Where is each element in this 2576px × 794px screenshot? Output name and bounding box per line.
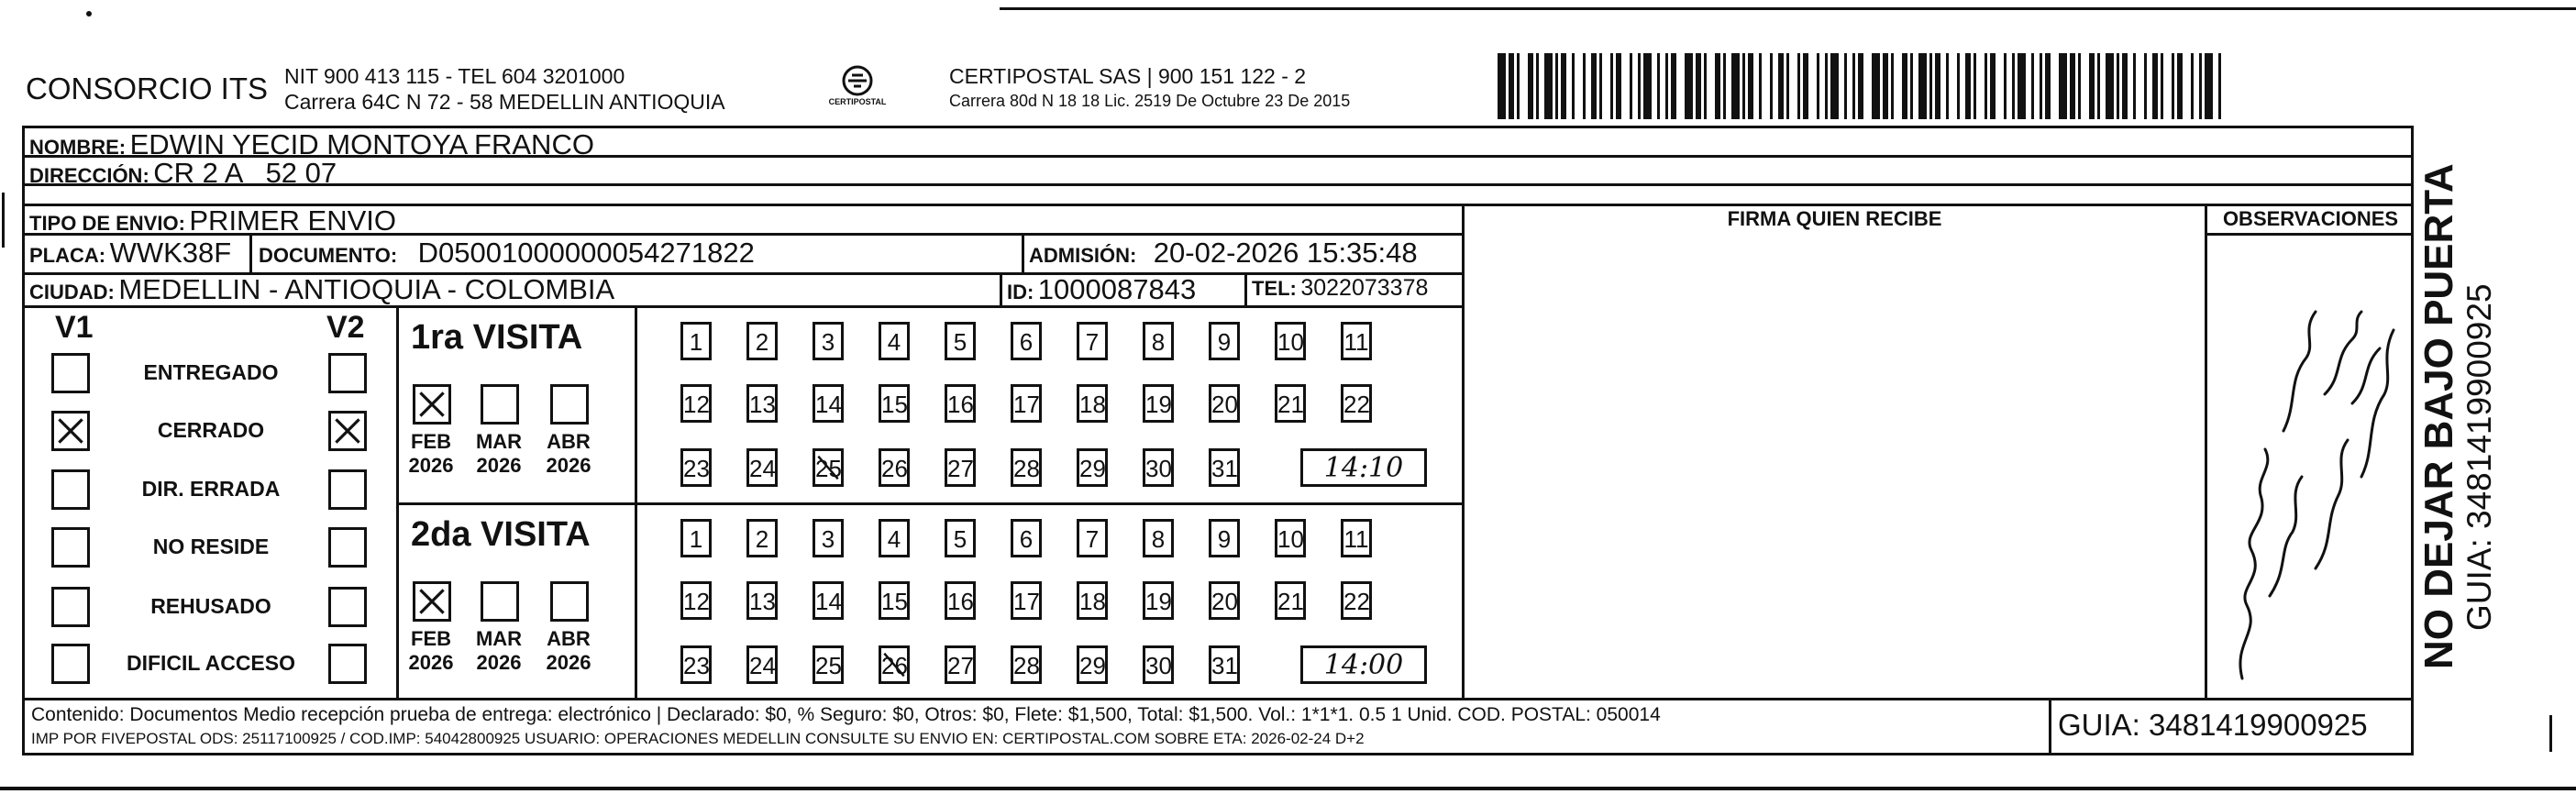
day-box[interactable]: 16 [945,384,976,423]
day-box[interactable]: 25 [813,448,844,487]
day-box[interactable]: 1 [680,519,712,557]
col-line [1462,204,1465,699]
v1-checkbox[interactable] [51,469,90,510]
ciudad-row [29,273,614,306]
v1-checkbox[interactable] [51,353,90,393]
tipo-row [29,204,396,237]
day-box[interactable]: 28 [1011,645,1042,684]
direccion-row [29,157,337,190]
day-box[interactable]: 23 [680,448,712,487]
day-box[interactable]: 19 [1143,384,1174,423]
tipo-value: PRIMER ENVIO [189,204,397,237]
day-box[interactable]: 13 [746,581,778,620]
month-checkbox[interactable] [413,384,451,425]
direccion-label: DIRECCIÓN: [29,164,149,187]
certipostal-logo-icon [830,62,885,117]
sender-address: Carrera 64C N 72 - 58 MEDELLIN ANTIOQUIA [284,90,725,114]
footer-guia: GUIA: 3481419900925 [2058,708,2368,742]
day-box[interactable]: 27 [945,448,976,487]
day-box[interactable]: 3 [813,322,844,360]
day-box[interactable]: 11 [1341,322,1372,360]
documento-value: D05001000000054271822 [417,237,755,269]
status-label: CERRADO [157,418,265,442]
day-box[interactable]: 2 [746,322,778,360]
row-line [22,183,2414,186]
day-box[interactable]: 5 [945,519,976,557]
nombre-label: NOMBRE: [29,136,127,159]
day-strike-icon [815,451,841,484]
tel-row [1252,275,1428,302]
firma-label: FIRMA QUIEN RECIBE [1727,207,1942,230]
col-line [1022,233,1024,272]
day-box[interactable]: 25 [813,645,844,684]
month-name: FEB [411,430,451,453]
day-box[interactable]: 18 [1077,384,1108,423]
day-box[interactable]: 4 [879,322,910,360]
courier-address: Carrera 80d N 18 18 Lic. 2519 De Octubre 23 De 2015 [949,92,1351,110]
day-box[interactable]: 14 [813,384,844,423]
month-year: 2026 [408,651,454,674]
admision-row [1029,237,1418,270]
v2-checkbox[interactable] [328,469,367,510]
imp-text: IMP POR FIVEPOSTAL ODS: 25117100925 / COD.IMP: 54042800925 USUARIO: OPERACIONES MEDELLIN CONSULTE SU ENVIO EN: CERTIPOSTAL.COM SOBRE ETA: 2026-02-24 D+2 [31,730,1365,747]
day-box[interactable]: 14 [813,581,844,620]
col-line [1244,272,1247,305]
day-box[interactable]: 4 [879,519,910,557]
v1-header: V1 [55,310,94,345]
day-box[interactable]: 21 [1275,384,1306,423]
day-box[interactable]: 1 [680,322,712,360]
v2-checkbox[interactable] [328,411,367,451]
day-box[interactable]: 24 [746,645,778,684]
month-name: MAR [475,627,523,650]
visit-time-box[interactable]: 14:00 [1300,645,1427,684]
day-box[interactable]: 10 [1275,322,1306,360]
v1-check-x-icon [54,414,87,448]
month-checkbox[interactable] [550,581,589,622]
day-box[interactable]: 30 [1143,448,1174,487]
day-box[interactable]: 22 [1341,581,1372,620]
day-box[interactable]: 3 [813,519,844,557]
month-year: 2026 [408,454,454,477]
status-label: NO RESIDE [152,535,270,558]
top-border-line [1000,7,2576,10]
sender-name: CONSORCIO ITS [26,72,269,105]
month-name: ABR [547,627,591,650]
visit-title: 1ra VISITA [411,318,583,357]
day-box[interactable]: 12 [680,581,712,620]
day-box[interactable]: 7 [1077,322,1108,360]
day-box[interactable]: 22 [1341,384,1372,423]
day-box[interactable]: 29 [1077,645,1108,684]
day-box[interactable]: 21 [1275,581,1306,620]
v2-check-x-icon [331,414,364,448]
day-box[interactable]: 28 [1011,448,1042,487]
month-label [541,430,596,478]
day-box[interactable]: 13 [746,384,778,423]
barcode-image [1498,53,2227,119]
v2-checkbox[interactable] [328,353,367,393]
day-box[interactable]: 10 [1275,519,1306,557]
month-year: 2026 [476,454,522,477]
handwritten-observation [2215,293,2407,688]
status-label: REHUSADO [150,594,271,618]
visit-divider [396,502,1463,505]
day-box[interactable]: 8 [1143,322,1174,360]
month-year: 2026 [546,651,591,674]
tel-label: TEL: [1252,277,1297,300]
ciudad-value: MEDELLIN - ANTIOQUIA - COLOMBIA [118,273,615,305]
observaciones-label: OBSERVACIONES [2222,207,2399,230]
admision-label: ADMISIÓN: [1029,244,1137,267]
month-check-x-icon [415,387,448,422]
day-box[interactable]: 19 [1143,581,1174,620]
month-name: MAR [475,430,523,453]
contenido-text: Contenido: Documentos Medio recepción prueba de entrega: electrónico | Declarado: $0, % Seguro: $0, Otros: $0, Flete: $1,500, Total: $1,500. Vol.: 1*1*1. 0.5 1 Unid. COD. POSTAL: 050014 [31,704,1661,725]
month-checkbox[interactable] [413,581,451,622]
day-box[interactable]: 27 [945,645,976,684]
placa-row [29,237,231,270]
day-box[interactable]: 23 [680,645,712,684]
day-box[interactable]: 12 [680,384,712,423]
status-label: ENTREGADO [143,360,279,384]
v2-checkbox[interactable] [328,644,367,684]
v2-header: V2 [326,310,365,345]
status-label: DIFICIL ACCESO [126,651,295,675]
v1-checkbox[interactable] [51,411,90,451]
visit-title: 2da VISITA [411,515,591,554]
placa-value: WWK38F [109,237,232,269]
month-checkbox[interactable] [481,581,519,622]
col-line [2205,204,2207,699]
v1-checkbox[interactable] [51,644,90,684]
day-box[interactable]: 15 [879,581,910,620]
month-label [541,627,596,675]
courier-logo-text: CERTIPOSTAL [828,97,887,106]
direccion-value: CR 2 A 52 07 [153,157,337,189]
row-line [2205,233,2414,236]
tel-value: 3022073378 [1300,275,1429,301]
col-line [1000,272,1002,305]
month-name: FEB [411,627,451,650]
row-line [22,698,2414,700]
col-line [2049,698,2051,755]
side-text [2417,163,2498,669]
month-name: ABR [547,430,591,453]
day-box[interactable]: 18 [1077,581,1108,620]
day-box[interactable]: 2 [746,519,778,557]
day-box[interactable]: 5 [945,322,976,360]
day-box[interactable]: 20 [1209,384,1240,423]
month-label [404,430,459,478]
month-year: 2026 [476,651,522,674]
day-box[interactable]: 6 [1011,322,1042,360]
col-line [396,305,399,698]
documento-row [259,237,755,270]
day-box[interactable]: 31 [1209,448,1240,487]
day-box[interactable]: 26 [879,645,910,684]
courier-logo [830,62,885,117]
day-box[interactable]: 9 [1209,322,1240,360]
day-box[interactable]: 17 [1011,581,1042,620]
day-box[interactable]: 24 [746,448,778,487]
day-box[interactable]: 16 [945,581,976,620]
day-box[interactable]: 31 [1209,645,1240,684]
admision-value: 20-02-2026 15:35:48 [1153,237,1418,269]
v2-checkbox[interactable] [328,527,367,568]
month-year: 2026 [546,454,591,477]
day-box[interactable]: 26 [879,448,910,487]
left-scan-mark [2,193,5,248]
month-check-x-icon [415,584,448,619]
day-box[interactable]: 7 [1077,519,1108,557]
day-box[interactable]: 29 [1077,448,1108,487]
day-strike-icon [881,648,907,681]
month-checkbox[interactable] [550,384,589,425]
day-box[interactable]: 6 [1011,519,1042,557]
side-warning: NO DEJAR BAJO PUERTA [2416,163,2461,669]
day-box[interactable]: 9 [1209,519,1240,557]
month-label [471,627,526,675]
nombre-value: EDWIN YECID MONTOYA FRANCO [129,128,594,160]
side-guia: GUIA: 3481419900925 [2460,283,2498,631]
courier-name: CERTIPOSTAL SAS | 900 151 122 - 2 [949,64,1307,88]
col-line [635,305,637,698]
bottom-scan-line [0,787,2576,790]
v1-checkbox[interactable] [51,587,90,627]
status-label: DIR. ERRADA [141,477,281,501]
id-value: 1000087843 [1037,273,1197,305]
day-box[interactable]: 8 [1143,519,1174,557]
right-scan-mark [2549,715,2552,752]
placa-label: PLACA: [29,244,106,267]
day-box[interactable]: 17 [1011,384,1042,423]
id-label: ID: [1007,281,1034,303]
visit-time-box[interactable]: 14:10 [1300,448,1427,487]
sender-nit: NIT 900 413 115 - TEL 604 3201000 [284,64,625,88]
tipo-label: TIPO DE ENVIO: [29,212,185,235]
v2-checkbox[interactable] [328,587,367,627]
day-box[interactable]: 15 [879,384,910,423]
day-box[interactable]: 20 [1209,581,1240,620]
v1-checkbox[interactable] [51,527,90,568]
day-box[interactable]: 30 [1143,645,1174,684]
documento-label: DOCUMENTO: [259,244,398,267]
ciudad-label: CIUDAD: [29,281,115,303]
id-row [1007,273,1196,306]
month-label [404,627,459,675]
month-label [471,430,526,478]
month-checkbox[interactable] [481,384,519,425]
col-line [249,233,252,272]
scan-dot [86,11,92,17]
day-box[interactable]: 11 [1341,519,1372,557]
